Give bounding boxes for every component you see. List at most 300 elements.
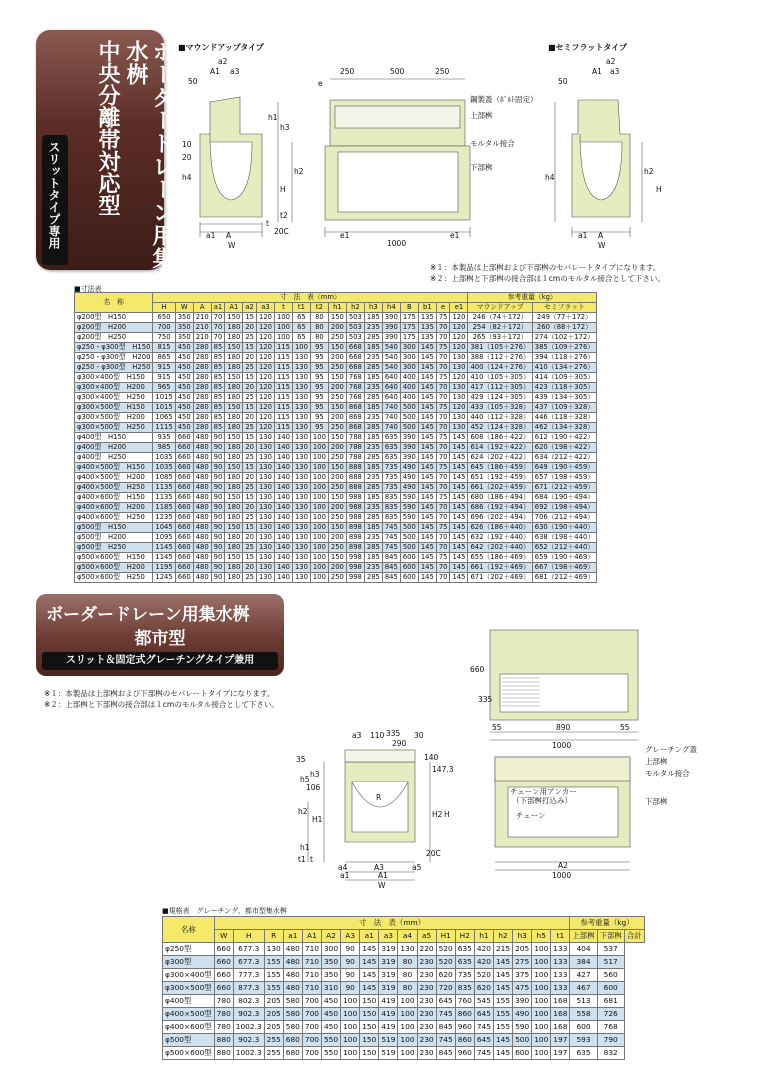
table-cell: 145	[418, 363, 436, 373]
table-cell: 580	[283, 995, 302, 1008]
table-cell: 145	[418, 353, 436, 363]
table-cell: 20	[243, 563, 257, 573]
table-cell: 250	[328, 393, 346, 403]
column-header: h1	[328, 303, 346, 313]
column-header: h2	[346, 303, 364, 313]
table-cell: 517	[597, 956, 624, 969]
name-header: 名 称	[75, 293, 153, 313]
table-cell: 519	[379, 1034, 398, 1047]
table-cell: 898	[346, 533, 364, 543]
table-cell: 235	[364, 353, 382, 363]
table-cell: 985	[153, 443, 175, 453]
table-cell: 635	[455, 943, 474, 956]
column-header: A3	[341, 930, 360, 943]
table-cell: 394（118＋276）	[532, 353, 596, 363]
table-cell: 600	[400, 563, 418, 573]
table-cell: 652（212＋440）	[532, 543, 596, 553]
table-cell: 150	[360, 1047, 379, 1060]
table-cell: 75	[436, 313, 450, 323]
table-cell: 150	[328, 463, 346, 473]
table-cell: 350	[321, 956, 340, 969]
table-cell: 100	[532, 956, 551, 969]
table-cell: 600	[400, 553, 418, 563]
table-cell: 400	[400, 383, 418, 393]
table-cell: 590	[400, 513, 418, 523]
table-cell: 180	[225, 413, 243, 423]
table-cell: 130	[292, 543, 310, 553]
table-row	[75, 543, 597, 553]
table-cell: 150	[328, 313, 346, 323]
table-cell: 145	[493, 956, 512, 969]
label2-335: 335	[478, 695, 493, 704]
label-e1-left: e1	[340, 231, 350, 240]
table-cell: 280	[193, 343, 211, 353]
table-cell: 1045	[153, 523, 175, 533]
table-cell: 898	[346, 523, 364, 533]
table-cell: 25	[243, 483, 257, 493]
row-name-cell: φ400×500型 H150	[75, 463, 153, 473]
table-cell: 115	[274, 403, 292, 413]
label-semi-h2: h2	[644, 167, 654, 176]
table-cell: 452（124＋328）	[468, 423, 532, 433]
table-cell: 133	[551, 969, 570, 982]
row-name-cell: φ400型 H250	[75, 453, 153, 463]
table-cell: 384	[570, 956, 597, 969]
column-header: A1	[302, 930, 321, 943]
table-cell: 70	[436, 473, 450, 483]
table-cell: 168	[551, 1021, 570, 1034]
table-cell: 638（198＋440）	[532, 533, 596, 543]
table-cell: 280	[193, 423, 211, 433]
table-cell: 660	[214, 943, 233, 956]
table-cell: 888	[346, 483, 364, 493]
row-name-cell: φ400×500型 H200	[75, 473, 153, 483]
table-cell: 740	[382, 413, 400, 423]
table-cell: 210	[193, 313, 211, 323]
table-cell: 1135	[153, 483, 175, 493]
table-cell: 780	[214, 995, 233, 1008]
table-cell: 230	[417, 1034, 436, 1047]
table-cell: 130	[292, 503, 310, 513]
column-header: h3	[513, 930, 532, 943]
column-header: t2	[310, 303, 328, 313]
table-row	[163, 1047, 645, 1060]
table-cell: 660	[175, 503, 193, 513]
table-row	[163, 969, 645, 982]
table-cell: 90	[211, 513, 225, 523]
table-cell: 480	[193, 493, 211, 503]
table-cell: 180	[225, 393, 243, 403]
table-cell: 250	[328, 363, 346, 373]
table-cell: 90	[211, 473, 225, 483]
table-cell: 145	[418, 463, 436, 473]
table-cell: 390	[382, 323, 400, 333]
table-cell: 140	[274, 433, 292, 443]
table-cell: 235	[364, 413, 382, 423]
table-row	[163, 943, 645, 956]
table-cell: 130	[292, 463, 310, 473]
column-header: A2	[321, 930, 340, 943]
table-cell: 20	[243, 503, 257, 513]
table-cell: 20	[243, 533, 257, 543]
table-cell: 130	[292, 423, 310, 433]
table-cell: 130	[256, 573, 274, 583]
table-cell: 120	[256, 323, 274, 333]
table-cell: 145	[450, 503, 468, 513]
table-cell: 130	[292, 433, 310, 443]
table-cell: 745	[382, 543, 400, 553]
table-cell: 390	[382, 333, 400, 343]
table-cell: 285	[364, 453, 382, 463]
table-cell: 70	[211, 313, 225, 323]
label2-h5: h5	[300, 775, 310, 784]
table-cell: 275	[513, 956, 532, 969]
table-cell: 660	[175, 483, 193, 493]
table-cell: 642（202＋440）	[468, 543, 532, 553]
table-cell: 998	[346, 563, 364, 573]
dim-header: 寸 法 表（mm）	[153, 293, 468, 303]
table-cell: 25	[243, 393, 257, 403]
table-cell: 130	[292, 493, 310, 503]
table-cell: 503	[346, 313, 364, 323]
table-cell: 634（212＋422）	[532, 453, 596, 463]
table-cell: 115	[274, 373, 292, 383]
label2-grating: グレーチング蓋	[645, 745, 697, 754]
row-name-cell: φ400×600型 H150	[75, 493, 153, 503]
label2-A2: A2	[558, 861, 568, 870]
table-cell: 168	[551, 1008, 570, 1021]
table-cell: 100	[341, 1034, 360, 1047]
table-cell: 650	[153, 313, 175, 323]
row-name-cell: φ200型 H150	[75, 313, 153, 323]
table-cell: 100	[532, 995, 551, 1008]
table-cell: 15	[243, 523, 257, 533]
table-cell: 150	[225, 343, 243, 353]
table-cell: 350	[175, 313, 193, 323]
label-500: 500	[390, 67, 405, 76]
table-cell: 998	[346, 553, 364, 563]
table-cell: 1245	[153, 573, 175, 583]
table-cell: 145	[418, 563, 436, 573]
table-cell: 417（112＋305）	[468, 383, 532, 393]
table-cell: 300	[400, 353, 418, 363]
table-cell: 350	[175, 333, 193, 343]
section2-drawing	[290, 622, 730, 897]
table-cell: 1085	[153, 473, 175, 483]
table-cell: 300	[400, 363, 418, 373]
table-cell: 120	[256, 423, 274, 433]
table-cell: 450	[175, 363, 193, 373]
table-cell: 404	[570, 943, 597, 956]
table-cell: 150	[225, 403, 243, 413]
table-cell: 480	[193, 453, 211, 463]
table-cell: 155	[264, 982, 283, 995]
table-cell: 419	[379, 995, 398, 1008]
table-cell: 145	[418, 473, 436, 483]
table-cell: 145	[360, 943, 379, 956]
table-cell: 200	[328, 383, 346, 393]
table-cell: 130	[292, 473, 310, 483]
table-cell: 450	[321, 995, 340, 1008]
table-cell: 390	[400, 453, 418, 463]
table-cell: 880	[214, 1047, 233, 1060]
table-cell: 868	[346, 413, 364, 423]
table-cell: 133	[551, 956, 570, 969]
label-a3: a3	[230, 67, 240, 76]
table-cell: 620（198＋422）	[532, 443, 596, 453]
table-cell: 130	[256, 533, 274, 543]
table-cell: 720	[436, 982, 455, 995]
table-cell: 630（190＋440）	[532, 523, 596, 533]
table-cell: 250	[328, 423, 346, 433]
table-cell: 1115	[153, 423, 175, 433]
label-lower: 下部桝	[470, 163, 493, 172]
table-cell: 668	[346, 353, 364, 363]
table-cell: 25	[243, 363, 257, 373]
table-cell: 100	[310, 433, 328, 443]
table-cell: 80	[310, 333, 328, 343]
label2-t: t	[310, 855, 313, 864]
table-cell: 95	[310, 353, 328, 363]
table-cell: 480	[283, 943, 302, 956]
table-cell: 120	[256, 313, 274, 323]
table-cell: 1145	[153, 543, 175, 553]
table-cell: 1002.3	[233, 1047, 264, 1060]
table-cell: 90	[211, 443, 225, 453]
table-cell: 467	[570, 982, 597, 995]
column-header: マウンドアップ	[468, 303, 532, 313]
table-cell: 700	[302, 995, 321, 1008]
table-cell: 180	[225, 543, 243, 553]
table-cell: 635	[382, 433, 400, 443]
table-cell: 200	[328, 353, 346, 363]
label2-h2: h2	[298, 807, 308, 816]
table-cell: 777.3	[233, 969, 264, 982]
table-cell: 608（186＋422）	[468, 433, 532, 443]
table-cell: 180	[225, 443, 243, 453]
table-cell: 439（134＋305）	[532, 393, 596, 403]
table-cell: 185	[364, 493, 382, 503]
row-name-cell: φ300×400型 H200	[75, 383, 153, 393]
table-cell: 200	[328, 413, 346, 423]
label-semi-H: H	[656, 185, 662, 194]
column-header: W	[214, 930, 233, 943]
table-cell: 450	[175, 403, 193, 413]
table-cell: 70	[436, 483, 450, 493]
table-cell: 671（202＋469）	[468, 573, 532, 583]
table-cell: 500	[513, 1034, 532, 1047]
table-cell: 815	[153, 343, 175, 353]
table-cell: 437（109＋328）	[532, 403, 596, 413]
table-cell: 145	[418, 373, 436, 383]
table-cell: 651（192＋459）	[468, 473, 532, 483]
table-cell: 100	[310, 523, 328, 533]
table-cell: 120	[256, 393, 274, 403]
label2-chain-anchor2: （下部桝打込み）	[512, 796, 572, 805]
table-row	[75, 523, 597, 533]
column-header: W	[175, 303, 193, 313]
table-cell: 480	[283, 956, 302, 969]
table-cell: 440（112＋328）	[468, 413, 532, 423]
table-cell: 274（102＋172）	[532, 333, 596, 343]
table-cell: 845	[436, 1047, 455, 1060]
column-header: h2	[493, 930, 512, 943]
table-cell: 130	[292, 353, 310, 363]
table-cell: 90	[211, 453, 225, 463]
table-cell: 180	[225, 323, 243, 333]
table-cell: 100	[532, 982, 551, 995]
table-cell: 745	[436, 1034, 455, 1047]
table-row	[75, 343, 597, 353]
label-t: t	[266, 219, 269, 228]
row-name-cell: φ300×400型 H150	[75, 373, 153, 383]
table-cell: 635	[382, 443, 400, 453]
table-cell: 70	[436, 443, 450, 453]
table-cell: 635	[570, 1047, 597, 1060]
table-row	[75, 473, 597, 483]
table-cell: 684（190＋494）	[532, 493, 596, 503]
table-cell: 130	[256, 463, 274, 473]
table-cell: 145	[418, 443, 436, 453]
table-cell: 868	[346, 423, 364, 433]
table-cell: 120	[256, 373, 274, 383]
table-cell: 655（186＋469）	[468, 553, 532, 563]
table-cell: 254（82＋172）	[468, 323, 532, 333]
table-cell: 285	[364, 363, 382, 373]
table-cell: 400	[400, 373, 418, 383]
table-cell: 877.3	[233, 982, 264, 995]
table-cell: 513	[570, 995, 597, 1008]
section2-title-line2: 都市型	[134, 629, 186, 649]
table-cell: 180	[225, 363, 243, 373]
table-cell: 660	[214, 982, 233, 995]
label2-106: 106	[306, 783, 321, 792]
table-cell: 660	[175, 513, 193, 523]
label2-335b: 335	[386, 729, 401, 738]
table-cell: 175	[400, 323, 418, 333]
table-cell: 600	[570, 1021, 597, 1034]
table-cell: 280	[193, 403, 211, 413]
table-cell: 319	[379, 982, 398, 995]
table-cell: 175	[400, 313, 418, 323]
table-cell: 660	[175, 493, 193, 503]
row-name-cell: φ400×500型 H250	[75, 483, 153, 493]
table-cell: 462（134＋328）	[532, 423, 596, 433]
table-cell: 100	[274, 313, 292, 323]
table-row	[75, 563, 597, 573]
table-cell: 745	[382, 523, 400, 533]
table-cell: 660	[175, 563, 193, 573]
table-cell: 100	[398, 1008, 417, 1021]
table-cell: 133	[551, 982, 570, 995]
row-name-cell: φ400型 H200	[75, 443, 153, 453]
table-cell: 285	[364, 543, 382, 553]
table-cell: 85	[211, 373, 225, 383]
section1-title-panel	[36, 30, 174, 270]
row-name-cell: φ250・φ300型 H200	[75, 353, 153, 363]
row-name-cell: φ300×500型 H250	[75, 423, 153, 433]
table-cell: 735	[382, 483, 400, 493]
label-t2: t2	[280, 211, 288, 220]
table-cell: 85	[211, 403, 225, 413]
table-cell: 145	[493, 1034, 512, 1047]
table-cell: 988	[346, 503, 364, 513]
table-cell: 661（202＋459）	[468, 483, 532, 493]
table-cell: 115	[274, 383, 292, 393]
table-cell: 100	[532, 1021, 551, 1034]
table-cell: 70	[436, 413, 450, 423]
table-cell: 70	[436, 533, 450, 543]
table-cell: 180	[225, 333, 243, 343]
table-cell: 130	[292, 483, 310, 493]
table-cell: 845	[382, 573, 400, 583]
table-cell: 130	[292, 373, 310, 383]
table-cell: 180	[225, 483, 243, 493]
table-cell: 205	[264, 1021, 283, 1034]
table-cell: 70	[436, 513, 450, 523]
table-cell: 590	[513, 1021, 532, 1034]
table-cell: 90	[341, 956, 360, 969]
table-row	[75, 493, 597, 503]
table-cell: 115	[274, 363, 292, 373]
table-cell: 965	[153, 383, 175, 393]
table-cell: 20	[243, 443, 257, 453]
table-cell: 230	[417, 969, 436, 982]
table-cell: 660	[214, 956, 233, 969]
table-cell: 845	[436, 1021, 455, 1034]
table-cell: 185	[364, 373, 382, 383]
table-cell: 15	[243, 463, 257, 473]
table-cell: 145	[418, 393, 436, 403]
table-cell: 180	[225, 453, 243, 463]
table-cell: 130	[292, 383, 310, 393]
table-cell: 640	[382, 373, 400, 383]
table-cell: 70	[436, 423, 450, 433]
row-name-cell: φ300×400型 H250	[75, 393, 153, 403]
column-header: a5	[417, 930, 436, 943]
table-cell: 680	[283, 1034, 302, 1047]
table-cell: 660	[175, 433, 193, 443]
label-semi-a1: a1	[578, 231, 588, 240]
table-cell: 600	[513, 1047, 532, 1060]
table-cell: 150	[328, 523, 346, 533]
name-header: 名称	[163, 917, 215, 943]
table-cell: 145	[450, 573, 468, 583]
table-cell: 645	[474, 1008, 493, 1021]
table-cell: 677.3	[233, 943, 264, 956]
section1-badge: スリットタイプ専用	[42, 135, 68, 265]
dim-header: 寸 法 表（mm）	[214, 917, 570, 930]
table-cell: 120	[450, 333, 468, 343]
table-cell: 540	[382, 363, 400, 373]
table-cell: 130	[450, 383, 468, 393]
label2-a5: a5	[412, 863, 422, 872]
column-header: a3	[379, 930, 398, 943]
table-cell: 960	[455, 1047, 474, 1060]
table-cell: 832	[597, 1047, 624, 1060]
table-cell: 400	[400, 393, 418, 403]
table-cell: 1195	[153, 563, 175, 573]
section2-badge: スリット＆固定式グレーチングタイプ兼用	[42, 652, 278, 670]
table-cell: 100	[532, 969, 551, 982]
row-name-cell: φ300×500型	[163, 982, 215, 995]
table-cell: 130	[292, 523, 310, 533]
table-cell: 590	[400, 493, 418, 503]
row-name-cell: φ400×500型	[163, 1008, 215, 1021]
table-cell: 280	[193, 363, 211, 373]
table-cell: 100	[310, 513, 328, 523]
section2-title-line1: ボーダードレーン用集水桝	[46, 605, 250, 625]
